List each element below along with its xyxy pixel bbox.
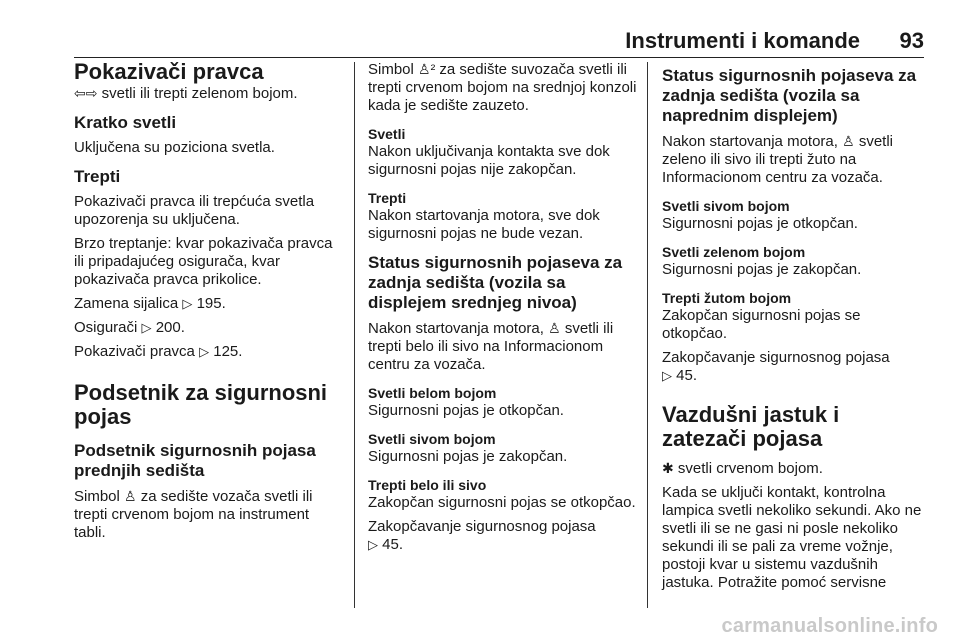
blinking-text-2: Brzo treptanje: kvar pokazivača pravca ili pripadajućeg osigurača, kvar pokazivača pravca prikolice. (74, 235, 333, 288)
seatbelt-icon: ♙ (842, 133, 855, 149)
heading-airbag: Vazdušni jastuk i zatezači pojasa (662, 402, 840, 451)
header-title: Instrumenti i komande (625, 28, 860, 53)
page-reference-icon: ▷ (662, 368, 672, 383)
heading-turn-signals: Pokazivači pravca (74, 59, 264, 84)
heading-rear-status-mid: Status sigurnosnih pojaseva za zadnja sedišta (vozila sa displejem srednjeg nivoa) (368, 253, 623, 312)
column-3 (662, 60, 928, 612)
page-reference-icon: ▷ (368, 537, 378, 552)
heading-white: Svetli belom bojom (368, 385, 497, 401)
white-text: Sigurnosni pojas je otkopčan. (368, 402, 564, 419)
column-divider (647, 62, 648, 608)
heading-seatbelt-reminder: Podsetnik za sigurnosni pojas (74, 380, 328, 429)
rear-status-advanced-text: Nakon startovanja motora, ♙ svetli zeleno ili sivo ili trepti žuto na Informacionom centru za vozača. (662, 133, 894, 186)
heading-blinking: Trepti (74, 167, 121, 186)
turn-signal-text: ⇦⇨ svetli ili trepti zelenom bojom. (74, 85, 298, 102)
blink-white-grey-text: Zakopčan sigurnosni pojas se otkopčao. (368, 494, 636, 511)
blinking-text: Nakon startovanja motora, sve dok sigurnosni pojas ne bude vezan. (368, 207, 600, 242)
turn-signals-link[interactable]: Pokazivači pravca ▷ 125. (74, 343, 243, 360)
on-text: Nakon uključivanja kontakta sve dok sigurnosni pojas nije zakopčan. (368, 143, 610, 178)
front-seat-text: Simbol ♙ za sedište vozača svetli ili trepti crvenom bojom na instrument tabli. (74, 488, 313, 541)
column-1 (74, 60, 342, 612)
heading-grey: Svetli sivom bojom (368, 431, 496, 447)
yellow-text: Zakopčan sigurnosni pojas se otkopčao. (662, 307, 861, 342)
heading-green: Svetli zelenom bojom (662, 244, 806, 260)
turn-signal-icon: ⇦⇨ (74, 85, 98, 101)
airbag-text-1: ✱ svetli crvenom bojom. (662, 460, 823, 477)
page-number: 93 (899, 28, 924, 53)
fasten-seatbelt-link[interactable]: Zakopčavanje sigurnosnog pojasa ▷ 45. (368, 518, 596, 553)
seatbelt-passenger-icon: ♙² (418, 61, 436, 77)
heading-blink-white-grey: Trepti belo ili sivo (368, 477, 487, 493)
page-reference-icon: ▷ (199, 344, 210, 359)
heading-blinking: Trepti (368, 190, 407, 206)
heading-yellow: Trepti žutom bojom (662, 290, 792, 306)
rear-status-text: Nakon startovanja motora, ♙ svetli ili trepti belo ili sivo na Informacionom centru za vozača. (368, 320, 614, 373)
fasten-seatbelt-link[interactable]: Zakopčavanje sigurnosnog pojasa ▷ 45. (662, 349, 890, 384)
grey-text: Sigurnosni pojas je otkopčan. (662, 215, 858, 232)
watermark: carmanualsonline.info (721, 615, 938, 637)
blinking-text-1: Pokazivači pravca ili trepćuća svetla upozorenja su uključena. (74, 193, 315, 228)
green-text: Sigurnosni pojas je zakopčan. (662, 261, 862, 278)
airbag-text-2: Kada se uključi kontakt, kontrolna lampica svetli nekoliko sekundi. Ako ne svetli ili se ne gasi ni posle nekoliko sekundi ili se pali za vreme vožnje, postoji kvar u sistemu vazdušnih jastuka. Potražite pomoć servisne (662, 484, 922, 591)
column-2 (368, 60, 640, 612)
seatbelt-icon: ♙ (124, 488, 137, 504)
short-on-text: Uključena su poziciona svetla. (74, 139, 275, 156)
page-reference-icon: ▷ (182, 296, 193, 311)
bulb-replacement-link[interactable]: Zamena sijalica ▷ 195. (74, 295, 226, 312)
passenger-symbol-text: Simbol ♙² za sedište suvozača svetli ili trepti crvenom bojom na srednjoj konzoli kada je sedište zauzeto. (368, 61, 637, 114)
heading-rear-status-advanced: Status sigurnosnih pojaseva za zadnja sedišta (vozila sa naprednim displejem) (662, 66, 917, 125)
seatbelt-icon: ♙ (548, 320, 561, 336)
column-divider (354, 62, 355, 608)
grey-text: Sigurnosni pojas je zakopčan. (368, 448, 568, 465)
airbag-icon: ✱ (662, 460, 674, 476)
page-header (74, 25, 924, 58)
page-reference-icon: ▷ (141, 320, 152, 335)
heading-grey: Svetli sivom bojom (662, 198, 790, 214)
fuses-link[interactable]: Osigurači ▷ 200. (74, 319, 185, 336)
heading-front-seat-reminder: Podsetnik sigurnosnih pojasa prednjih sedišta (74, 441, 316, 480)
heading-short-on: Kratko svetli (74, 113, 177, 132)
heading-on: Svetli (368, 126, 406, 142)
